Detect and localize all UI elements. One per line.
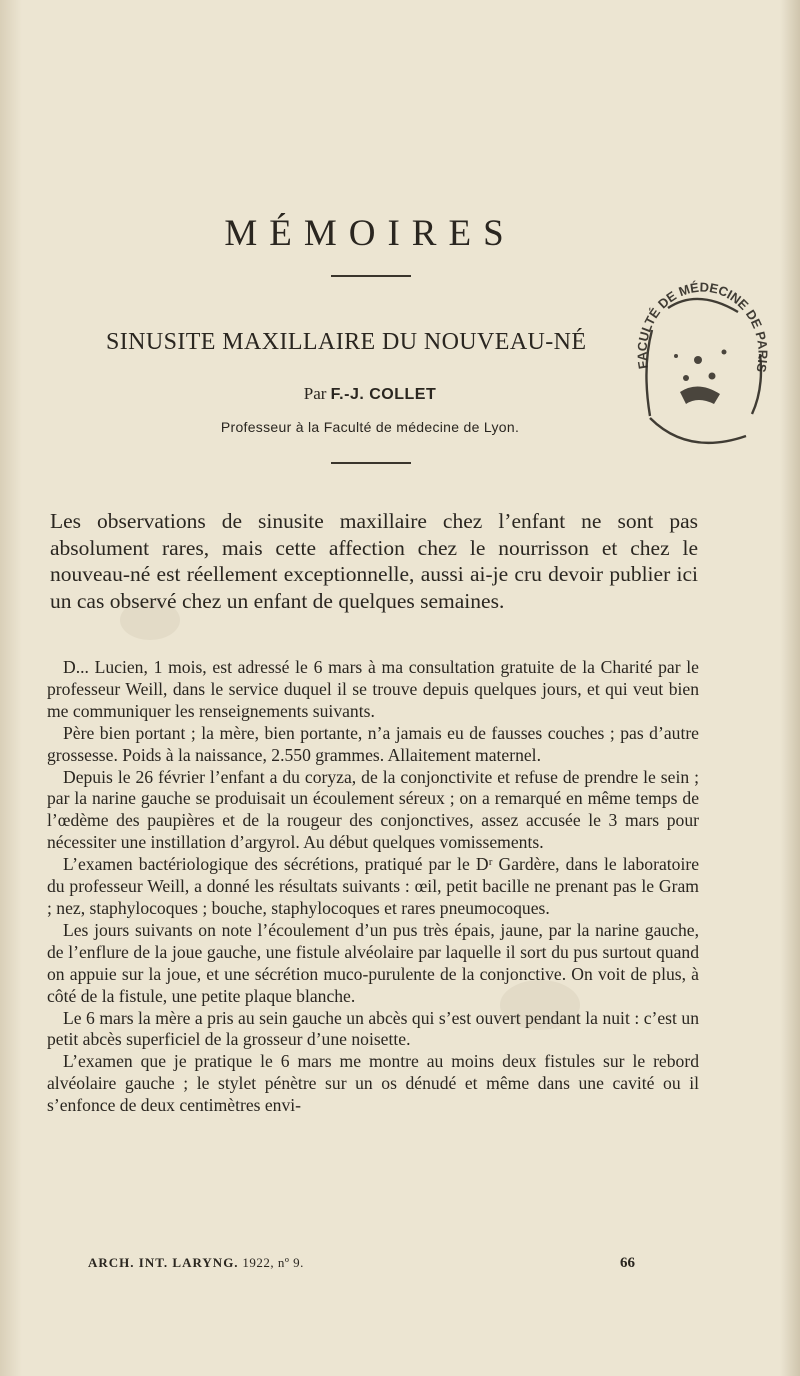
stamp-text: FACULTÉ DE MÉDECINE DE PARIS: [634, 279, 771, 374]
lead-paragraph: Les observations de sinusite maxillaire chez l’enfant ne sont pas absolument rares, mais cette affection chez le nourrisson et chez le nouveau-né est réellement exceptionnelle, aussi ai-je cru devoir publier ici un cas observé chez un enfant de quelques semaines.: [50, 509, 698, 613]
body-paragraph: Les jours suivants on note l’écoulement d’un pus très épais, jaune, par la narine gauche, de l’enflure de la joue gauche, une fistule alvéolaire par laquelle il sort du pus surtout quand on appuie sur la joue, et une sécrétion muco-purulente de la conjonctive. On voit de plus, à côté de la fistule, une petite plaque blanche.: [47, 919, 699, 1006]
body-paragraph: Père bien portant ; la mère, bien portante, n’a jamais eu de fausses couches ; pas d’autre grossesse. Poids à la naissance, 2.550 grammes. Allaitement maternel.: [47, 722, 699, 765]
body-paragraph: D... Lucien, 1 mois, est adressé le 6 mars à ma consultation gratuite de la Charité par le professeur Weill, dans le service duquel il se trouve depuis quelques jours, et qui veut bien me communiquer les renseignements suivants.: [47, 657, 699, 721]
page-number: 66: [620, 1255, 635, 1271]
page-right-edge: [780, 0, 800, 1376]
body-paragraph: Depuis le 26 février l’enfant a du coryza, de la conjonctivite et refuse de prendre le sein ; par la narine gauche se produisait un écoulement séreux ; on a remarqué en même temps de l’œdème des paupières et de la rougeur des conjonctives, assez accusée le 3 mars pour nécessiter une instillation d’argyrol. Au début quelques vomissements.: [47, 766, 699, 853]
article-title: SINUSITE MAXILLAIRE DU NOUVEAU-NÉ: [106, 329, 587, 355]
author-affiliation: Professeur à la Faculté de médecine de Lyon.: [220, 419, 520, 435]
svg-text:FACULTÉ DE MÉDECINE DE PARIS: [634, 280, 770, 374]
author-name: F.-J. COLLET: [330, 386, 437, 403]
body-paragraph: L’examen bactériologique des sécrétions, pratiqué par le Dʳ Gardère, dans le laboratoire du professeur Weill, a donné les résultats suivants : œil, petit bacille ne prenant pas le Gram ; nez, staphylocoques ; bouche, staphylocoques et rares pneumocoques.: [47, 854, 699, 918]
library-stamp: [628, 268, 774, 464]
byline-prefix: Par: [303, 384, 327, 403]
section-heading: MÉMOIRES: [224, 213, 516, 254]
article-body: [47, 657, 699, 1117]
body-paragraph: Le 6 mars la mère a pris au sein gauche un abcès qui s’est ouvert pendant la nuit : c’est un petit abcès superficiel de la grosseur d’une noisette.: [47, 1007, 699, 1050]
title-rule-top: [331, 275, 411, 277]
page-left-edge: [0, 0, 22, 1376]
journal-name: ARCH. INT. LARYNG.: [88, 1255, 239, 1270]
title-rule-bottom: [331, 462, 411, 464]
journal-reference: [88, 1255, 304, 1271]
body-paragraph: L’examen que je pratique le 6 mars me montre au moins deux fistules sur le rebord alvéolaire gauche ; le stylet pénètre sur un os dénudé et même dans une cavité ou il s’enfonce de deux centimètres envi-: [47, 1051, 699, 1116]
journal-year-issue: 1922, nº 9.: [242, 1255, 304, 1270]
